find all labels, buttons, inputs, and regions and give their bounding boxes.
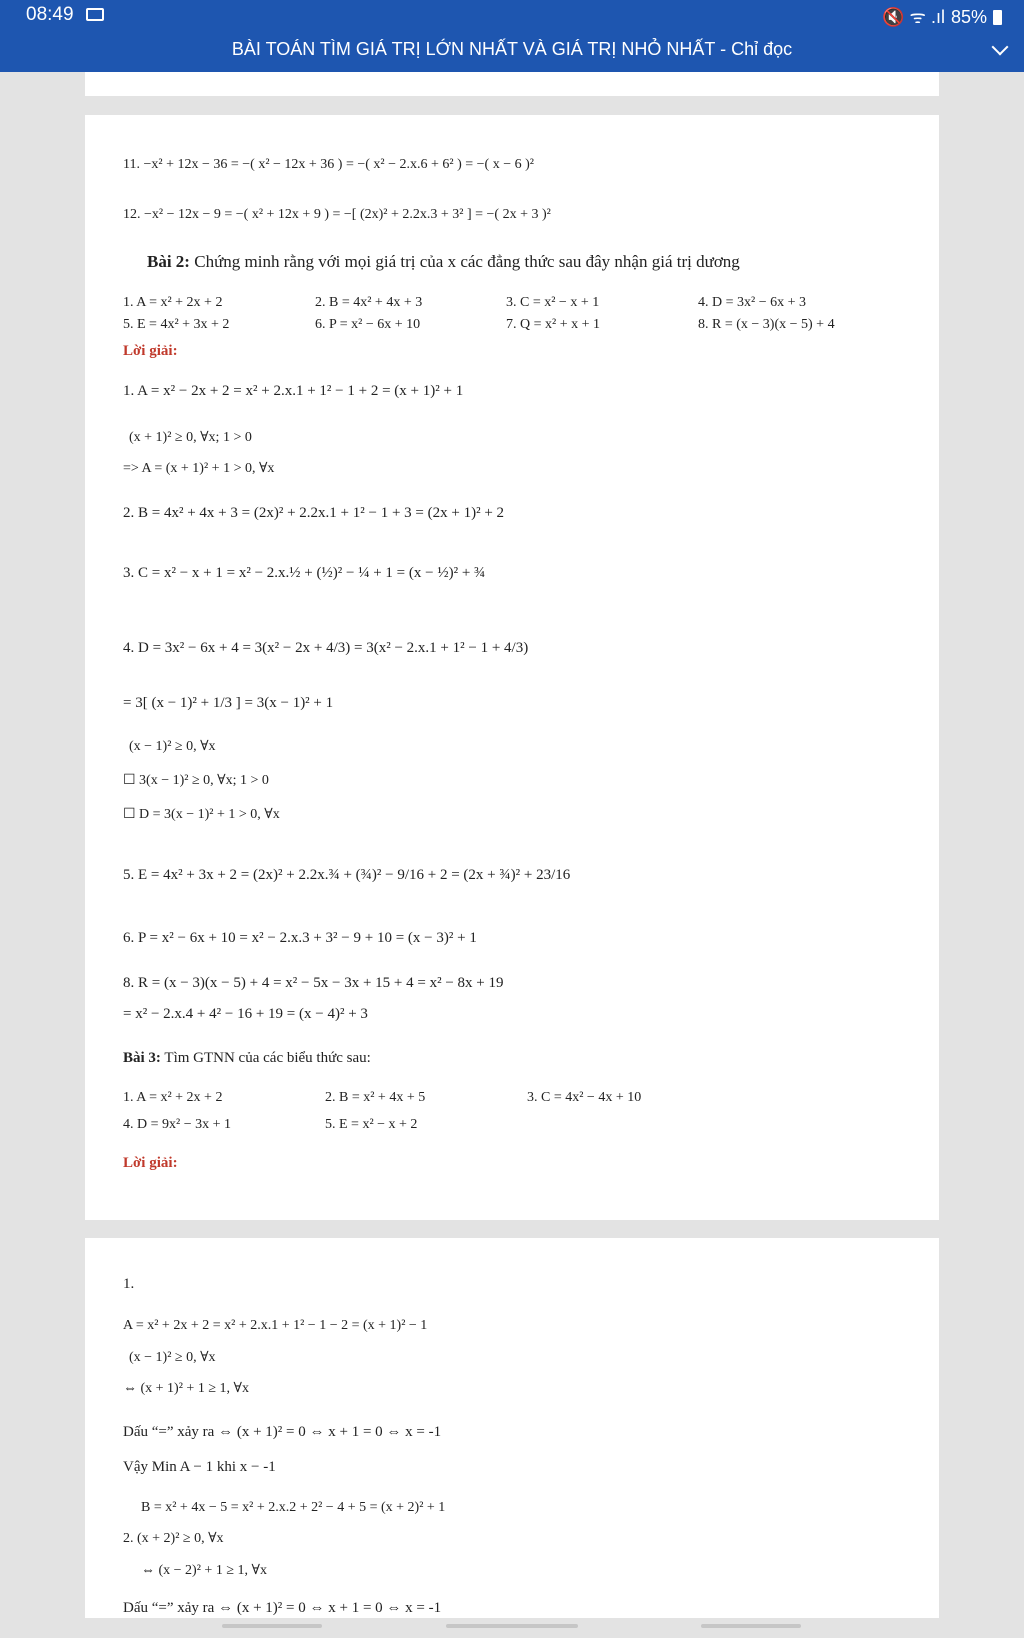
solution-line: 3. C = x² − x + 1 = x² − 2.x.½ + (½)² − ¼ + 1 = (x − ½)² + ¾: [123, 565, 486, 581]
problem-item: 3. C = x² − x + 1: [506, 295, 600, 310]
solution-line: ☐ 3(x − 1)² ≥ 0, ∀x; 1 > 0: [123, 773, 269, 788]
problem-item: 1. A = x² + 2x + 2: [123, 295, 223, 310]
problem-item: 5. E = 4x² + 3x + 2: [123, 317, 230, 332]
status-time: 08:49: [26, 4, 74, 25]
solution-line: (x − 1)² ≥ 0, ∀x: [129, 1350, 216, 1365]
solution-line: ⇔ (x − 2)² + 1 ≥ 1, ∀x: [141, 1563, 267, 1578]
solution-label: Lời giải:: [123, 1155, 178, 1171]
solution-line: = 3[ (x − 1)² + 1/3 ] = 3(x − 1)² + 1: [123, 695, 334, 711]
solution-line: 2. (x + 2)² ≥ 0, ∀x: [123, 1531, 224, 1546]
problem-item: 4. D = 3x² − 6x + 3: [698, 295, 806, 310]
solution-line: (x − 1)² ≥ 0, ∀x: [129, 739, 216, 754]
solution-line: => A = (x + 1)² + 1 > 0, ∀x: [123, 461, 275, 476]
exercise-label: Bài 3:: [123, 1050, 161, 1066]
nav-bar-segment: [701, 1624, 801, 1628]
solution-line: 1. A = x² − 2x + 2 = x² + 2.x.1 + 1² − 1 + 2 = (x + 1)² + 1: [123, 383, 464, 399]
solution-line: ☐ D = 3(x − 1)² + 1 > 0, ∀x: [123, 807, 280, 822]
problem-item: 8. R = (x − 3)(x − 5) + 4: [698, 317, 835, 332]
problem-item: 4. D = 9x² − 3x + 1: [123, 1117, 231, 1132]
problem-item: 1. A = x² + 2x + 2: [123, 1090, 223, 1105]
problem-item: 3. C = 4x² − 4x + 10: [527, 1090, 642, 1105]
solution-line: = x² − 2.x.4 + 4² − 16 + 19 = (x − 4)² + 3: [123, 1006, 368, 1022]
solution-label: Lời giải:: [123, 343, 178, 359]
mute-wifi-signal-icons: 🔇 ᯤ .ıl: [882, 7, 945, 27]
exercise-heading: [123, 1050, 371, 1067]
nav-bar-segment: [446, 1624, 578, 1628]
equation-line: 11. −x² + 12x − 36 = −( x² − 12x + 36 ) = −( x² − 2.x.6 + 6² ) = −( x − 6 )²: [123, 157, 534, 172]
page-3: [85, 1238, 939, 1618]
solution-line: ⇔ (x + 1)² + 1 ≥ 1, ∀x: [123, 1381, 249, 1396]
solution-line: 2. B = 4x² + 4x + 3 = (2x)² + 2.2x.1 + 1² − 1 + 3 = (2x + 1)² + 2: [123, 505, 505, 521]
problem-item: 5. E = x² − x + 2: [325, 1117, 418, 1132]
equation-line: 12. −x² − 12x − 9 = −( x² + 12x + 9 ) = −[ (2x)² + 2.2x.3 + 3² ] = −( 2x + 3 )²: [123, 207, 551, 222]
battery-percent: 85%: [950, 6, 987, 27]
solution-line: 5. E = 4x² + 3x + 2 = (2x)² + 2.2x.¾ + (¾)² − 9/16 + 2 = (2x + ¾)² + 23/16: [123, 867, 571, 883]
battery-icon: [993, 10, 1002, 25]
exercise-heading: [147, 252, 740, 272]
app-bar: [0, 0, 1024, 72]
problem-item: 2. B = 4x² + 4x + 3: [315, 295, 423, 310]
solution-line: A = x² + 2x + 2 = x² + 2.x.1 + 1² − 1 − 2 = (x + 1)² − 1: [123, 1318, 428, 1333]
solution-line: 6. P = x² − 6x + 10 = x² − 2.x.3 + 3² − 9 + 10 = (x − 3)² + 1: [123, 930, 477, 946]
solution-line: 1.: [123, 1276, 135, 1292]
problem-item: 7. Q = x² + x + 1: [506, 317, 600, 332]
exercise-label: Bài 2:: [147, 252, 190, 271]
keyboard-icon: [86, 8, 104, 21]
problem-item: 6. P = x² − 6x + 10: [315, 317, 421, 332]
solution-line: Vậy Min A − 1 khi x − -1: [123, 1459, 276, 1475]
page-1-bottom: [85, 72, 939, 96]
solution-line: Dấu “=” xảy ra ⇔ (x + 1)² = 0 ⇔ x + 1 = 0 ⇔ x = -1: [123, 1600, 442, 1616]
problem-item: 2. B = x² + 4x + 5: [325, 1090, 426, 1105]
solution-line: Dấu “=” xảy ra ⇔ (x + 1)² = 0 ⇔ x + 1 = 0 ⇔ x = -1: [123, 1424, 442, 1440]
nav-bar-segment: [222, 1624, 322, 1628]
status-icons: [882, 5, 1002, 29]
solution-line: B = x² + 4x − 5 = x² + 2.x.2 + 2² − 4 + 5 = (x + 2)² + 1: [141, 1500, 446, 1515]
page-2: [85, 115, 939, 1220]
exercise-text: Tìm GTNN của các biểu thức sau:: [160, 1050, 371, 1066]
solution-line: 4. D = 3x² − 6x + 4 = 3(x² − 2x + 4/3) = 3(x² − 2.x.1 + 1² − 1 + 4/3): [123, 640, 529, 656]
document-title: BÀI TOÁN TÌM GIÁ TRỊ LỚN NHẤT VÀ GIÁ TRỊ NHỎ NHẤT - Chỉ đọc: [231, 39, 793, 59]
solution-line: 8. R = (x − 3)(x − 5) + 4 = x² − 5x − 3x + 15 + 4 = x² − 8x + 19: [123, 975, 504, 991]
exercise-text: Chứng minh rằng với mọi giá trị của x các đẳng thức sau đây nhận giá trị dương: [189, 252, 740, 271]
solution-line: (x + 1)² ≥ 0, ∀x; 1 > 0: [129, 430, 252, 445]
